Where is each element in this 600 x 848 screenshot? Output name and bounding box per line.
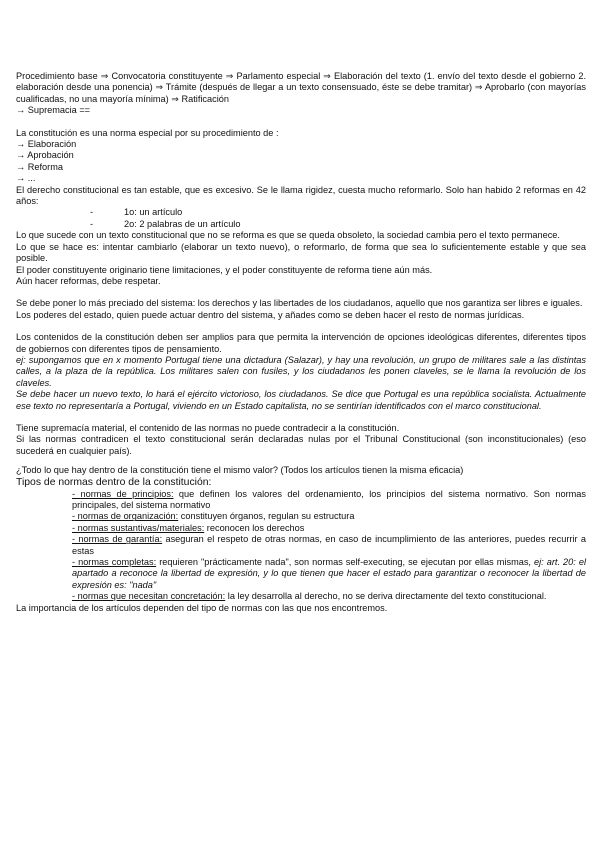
arrow-item-reforma: → Reforma: [16, 161, 63, 172]
state-powers-paragraph: Los poderes del estado, quien puede actuar dentro del sistema, y añades como se deben hacer el resto de normas jurídicas.: [16, 309, 525, 320]
arrow-item-elaboracion: → Elaboración: [16, 139, 77, 150]
norm-type-text: reconocen los derechos: [204, 522, 305, 533]
rights-paragraph: Se debe poner lo más preciado del sistema: los derechos y las libertades de los ciudadanos, aquello que nos garantiza ser libres e iguales.: [16, 298, 583, 309]
norm-type-label: - normas sustantivas/materiales:: [72, 522, 205, 533]
norm-type-item: [16, 534, 586, 557]
respect-paragraph: Aún hacer reformas, debe respetar.: [16, 275, 161, 286]
norm-type-text: requieren "prácticamente nada", son normas self-executing, se ejecutan por ellas mismas,: [156, 557, 535, 568]
nullity-paragraph: Si las normas contradicen el texto constitucional serán declaradas nulas por el Tribunal Constitucional (son inconstitucionales) (eso sucederá en cualquier país).: [16, 434, 586, 456]
constituent-power-paragraph: El poder constituyente originario tiene limitaciones, y el poder constituyente de reforma tiene aún más.: [16, 264, 433, 275]
supremacy-line: → Supremacia ==: [16, 105, 91, 116]
obsolete-paragraph: Lo que sucede con un texto constitucional que no se reforma es que se queda obsoleto, la sociedad cambia pero el texto permanece.: [16, 230, 560, 241]
rigidity-paragraph: El derecho constitucional es tan estable, que es excesivo. Se le llama rigidez, cuesta mucho reformarlo. Solo han habido 2 reformas en 42 años:: [16, 184, 586, 207]
norm-type-label: - normas de principios:: [72, 488, 174, 499]
reform-item: [16, 207, 586, 218]
norm-type-item: [16, 591, 586, 602]
norm-types-heading: Tipos de normas dentro de la constitución:: [16, 476, 212, 488]
norm-type-text: constituyen órganos, regulan su estructura: [178, 511, 355, 522]
special-norm-intro: La constitución es una norma especial por su procedimiento de :: [16, 127, 279, 138]
norm-type-label: - normas completas:: [72, 557, 157, 568]
reform-item: [16, 219, 586, 230]
norm-type-item: [16, 511, 586, 522]
norm-type-label: - normas de garantía:: [72, 534, 163, 545]
norm-type-label: - normas que necesitan concretación:: [72, 591, 226, 602]
portugal-text-paragraph: Se debe hacer un nuevo texto, lo hará el ejército victorioso, los ciudadanos. Se dice que Portugal es una república socialista. Actualmente ese texto no representaría a Portugal, viviendo en un Estado capitalista, no se sentirían identificados con el marco constitucional.: [16, 389, 586, 411]
norm-type-text: aseguran el respeto de otras normas, en caso de incumplimiento de las anteriores, puedes recurrir a estas: [72, 534, 586, 556]
question-paragraph: ¿Todo lo que hay dentro de la constitución tiene el mismo valor? (Todos los artículos tienen la misma eficacia): [16, 465, 464, 476]
norm-type-item: [16, 557, 586, 591]
arrow-item-more: → ...: [16, 173, 36, 184]
dash-marker: -: [90, 207, 94, 218]
reform-item-text: 2o: 2 palabras de un artículo: [124, 218, 241, 229]
norm-type-item: [16, 523, 586, 534]
norm-type-text: la ley desarrolla al derecho, no se deriva directamente del texto constitucional.: [225, 591, 547, 602]
procedure-paragraph: Procedimiento base ⇒ Convocatoria constituyente ⇒ Parlamento especial ⇒ Elaboración del texto (1. envío del texto desde el gobierno 2. elaboración desde una ponencia) ⇒ Trámite (después de llegar a un texto consensuado, éste se debe tramitar) ⇒ Aprobarlo (con mayorías cualificadas, no una mayoría mínima) ⇒ Ratificación: [16, 71, 586, 104]
material-supremacy-paragraph: Tiene supremacía material, el contenido de las normas no puede contradecir a la constitución.: [16, 422, 400, 433]
norm-type-text: que definen los valores del ordenamiento, los principios del sistema normativo. Son normas principales, del sistema normativo: [72, 488, 587, 510]
contents-paragraph: Los contenidos de la constitución deben ser amplios para que permita la intervención de opciones ideológicas diferentes, diferentes tipos de gobiernos con diferentes tipos de pensamiento.: [16, 332, 586, 354]
closing-paragraph: La importancia de los artículos dependen del tipo de normas con las que nos encontremos.: [16, 602, 388, 613]
norm-type-item: [16, 489, 586, 512]
reform-item-text: 1o: un artículo: [124, 207, 183, 218]
change-paragraph: Lo que se hace es: intentar cambiarlo (elaborar un texto nuevo), o reformarlo, de forma que sea lo suficientemente estable y que sea posible.: [16, 241, 586, 264]
norm-type-label: - normas de organización:: [72, 511, 179, 522]
dash-marker: -: [90, 218, 94, 229]
portugal-example-paragraph: ej: supongamos que en x momento Portugal tiene una dictadura (Salazar), y hay una revolución, un grupo de militares sale a las distintas calles, a la plaza de la república. Los militares salen con fusiles, y los ciudadanos les ponen claveles, se le llama la revolución de los claveles.: [16, 354, 586, 388]
norm-type-example: ej: art. 20: el apartado a reconoce la libertad de expresión, y lo que tienen que hacer el estado para garantizar o reconocer la libertad de expresión es: "nada": [72, 557, 586, 590]
arrow-item-aprobacion: → Aprobación: [16, 150, 74, 161]
